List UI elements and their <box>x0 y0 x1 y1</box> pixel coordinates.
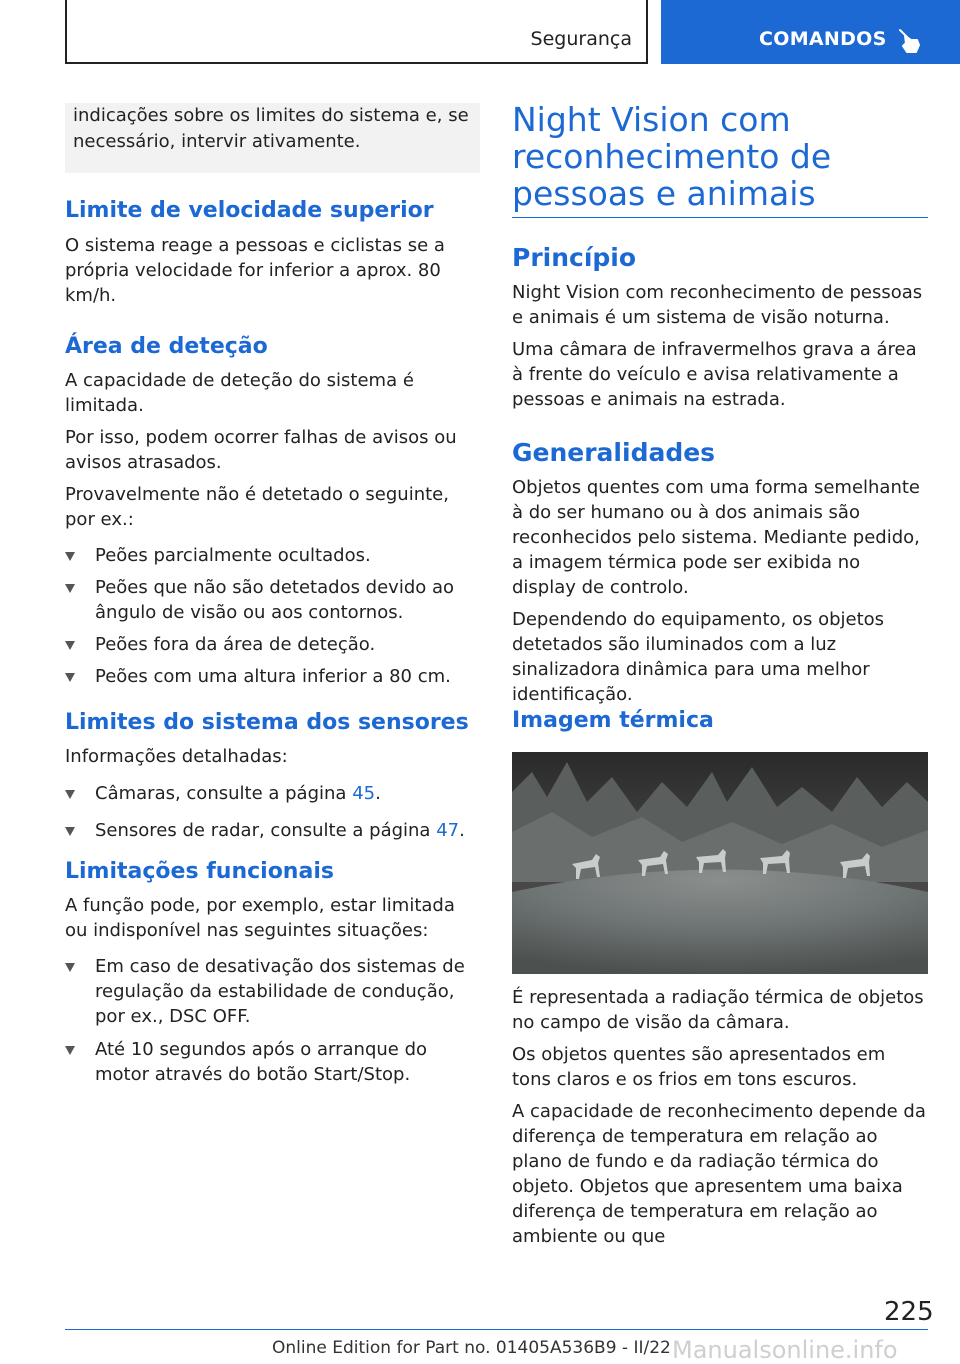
list-item: Sensores de radar, consulte a página 47. <box>65 818 480 843</box>
page-title: Night Vision com reconhecimento de pessoas e animais <box>512 100 832 213</box>
limits-section <box>65 857 480 1087</box>
thermal-paragraph-2: Os objetos quentes são apresentados em tons claros e os frios em tons escuros. <box>512 1044 886 1090</box>
watermark-logo: Manualsonline.info <box>672 1336 898 1364</box>
area-section <box>65 332 480 689</box>
bullet-triangle-icon <box>65 790 75 799</box>
sensors-heading: Limites do sistema dos sensores <box>65 710 469 735</box>
thermal-text-section <box>512 985 928 1249</box>
speed-heading: Limite de velocidade superior <box>65 198 434 223</box>
thermal-heading-block <box>512 706 928 736</box>
area-paragraph-2: Por isso, podem ocorrer falhas de avisos ou avisos atrasados. <box>65 427 457 473</box>
header-section-tab <box>65 0 648 64</box>
area-paragraph-1: A capacidade de deteção do sistema é limitada. <box>65 370 414 416</box>
speed-text: O sistema reage a pessoas e ciclistas se a própria velocidade for inferior a aprox. 80 km/h. <box>65 235 445 306</box>
pointing-hand-icon <box>897 27 921 53</box>
list-item: Até 10 segundos após o arranque do motor através do botão Start/Stop. <box>65 1037 480 1087</box>
sensors-section <box>65 708 480 843</box>
header-section-title: Segurança <box>530 28 632 50</box>
list-item: Em caso de desativação dos sistemas de regulação da estabilidade de condução, por ex., DSC OFF. <box>65 954 480 1029</box>
note-box <box>65 103 480 173</box>
list-item: Peões com uma altura inferior a 80 cm. <box>65 664 480 689</box>
speed-section <box>65 196 480 308</box>
bullet-triangle-icon <box>65 1046 75 1055</box>
bullet-triangle-icon <box>65 552 75 561</box>
page-number: 225 <box>884 1297 934 1327</box>
bullet-triangle-icon <box>65 641 75 650</box>
footer-edition: Online Edition for Part no. 01405A536B9 - II/22 <box>272 1338 671 1358</box>
bullet-triangle-icon <box>65 584 75 593</box>
title-divider <box>512 217 928 218</box>
list-item: Peões parcialmente ocultados. <box>65 543 480 568</box>
list-item: Câmaras, consulte a página 45. <box>65 781 480 806</box>
list-item: Peões que não são detetados devido ao ângulo de visão ou aos contornos. <box>65 575 480 625</box>
area-heading: Área de deteção <box>65 334 268 359</box>
footer-divider <box>65 1329 928 1330</box>
thermal-paragraph-1: É representada a radiação térmica de objetos no campo de visão da câmara. <box>512 987 924 1033</box>
sensors-intro: Informações detalhadas: <box>65 746 288 767</box>
area-paragraph-3: Provavelmente não é detetado o seguinte, por ex.: <box>65 484 449 530</box>
bullet-triangle-icon <box>65 827 75 836</box>
general-section <box>512 437 928 707</box>
limits-heading: Limitações funcionais <box>65 859 334 884</box>
page-link-47[interactable]: 47 <box>436 820 460 841</box>
general-heading: Generalidades <box>512 438 716 467</box>
night-vision-section <box>512 101 928 212</box>
thermal-heading: Imagem térmica <box>512 708 714 733</box>
limits-intro: A função pode, por exemplo, estar limitada ou indisponível nas seguintes situações: <box>65 895 455 941</box>
note-text: indicações sobre os limites do sistema e, se necessário, intervir ativamente. <box>73 105 469 152</box>
list-item: Peões fora da área de deteção. <box>65 632 480 657</box>
bullet-triangle-icon <box>65 673 75 682</box>
principle-paragraph-1: Night Vision com reconhecimento de pessoas e animais é um sistema de visão noturna. <box>512 282 923 328</box>
header-chapter-title: COMANDOS <box>759 28 887 50</box>
page-link-45[interactable]: 45 <box>352 783 376 804</box>
bullet-triangle-icon <box>65 963 75 972</box>
general-paragraph-1: Objetos quentes com uma forma semelhante à do ser humano ou à dos animais são reconhecidos pelo sistema. Mediante pedido, a imagem térmica pode ser exibida no display de controlo. <box>512 477 921 598</box>
general-paragraph-2: Dependendo do equipamento, os objetos detetados são iluminados com a luz sinalizadora dinâmica para uma melhor identificação. <box>512 609 885 705</box>
thermal-image <box>512 752 928 974</box>
principle-heading: Princípio <box>512 243 637 272</box>
principle-section <box>512 242 928 412</box>
header-chapter-tab <box>661 0 960 64</box>
principle-paragraph-2: Uma câmara de infravermelhos grava a área à frente do veículo e avisa relativamente a pessoas e animais na estrada. <box>512 339 917 410</box>
thermal-paragraph-3: A capacidade de reconhecimento depende da diferença de temperatura em relação ao plano de fundo e da radiação térmica do objeto. Objetos que apresentem uma baixa diferença de temperatura em relação ao ambiente ou que <box>512 1101 926 1247</box>
